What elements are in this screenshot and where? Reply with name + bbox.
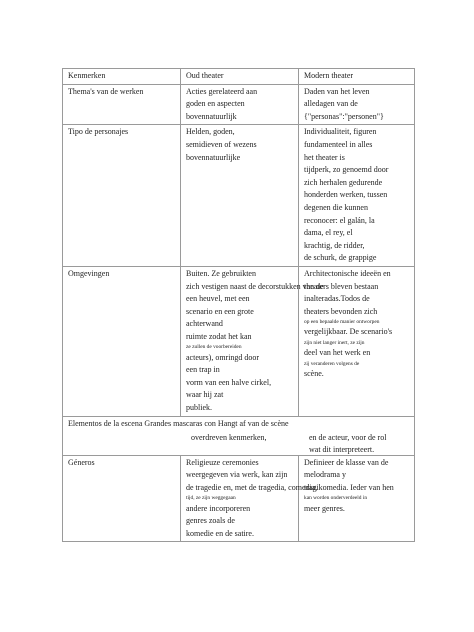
cell-line: meer genres. (304, 503, 345, 513)
cell-line: Acties gerelateerd aan (186, 86, 258, 96)
table-row-generos (63, 455, 415, 542)
table-row-elementos (63, 416, 415, 455)
cell-line: theaters bevonden zich (304, 306, 378, 316)
header-oud-theater: Oud theater (181, 69, 299, 85)
header-modern-theater: Modern theater (299, 69, 415, 85)
cell-line: bovennatuurlijk (186, 111, 237, 121)
cell-line: Architectonische ideeën en (304, 268, 391, 278)
row-label: Géneros (63, 455, 181, 542)
cell-line: theaters bleven bestaan (304, 281, 379, 291)
cell-line: genres zoals de (186, 516, 235, 526)
cell-modern (299, 266, 415, 416)
cell-merged (63, 416, 415, 455)
cell-line: scène. (304, 369, 324, 379)
cell-line: vergelijkbaar. De scenario's (304, 327, 393, 337)
cell-line: Religieuze ceremonies (186, 457, 259, 467)
cell-line: weergegeven via werk, kan zijn (186, 470, 288, 480)
cell-line: Individualiteit, figuren (304, 127, 377, 137)
cell-line: honderden werken, tussen (304, 190, 388, 200)
cell-line: komedie en de satire. (186, 528, 254, 538)
table-header-row (63, 69, 415, 85)
cell-line: zich herhalen gedurende (304, 177, 383, 187)
cell-old-line: overdreven kenmerken, (191, 432, 267, 442)
cell-modern (309, 432, 386, 457)
cell-line: Helden, goden, (186, 127, 235, 137)
cell-line: wat dit interpreteert. (309, 445, 375, 455)
cell-line: tragikomedia. Ieder van hen (304, 482, 394, 492)
cell-line: reconocer: el galán, la (304, 215, 375, 225)
cell-line: scenario en een grote (186, 306, 254, 316)
cell-line-small: kan worden onderverdeeld in (304, 495, 368, 502)
cell-line: en de acteur, voor de rol (309, 432, 387, 442)
cell-line: publiek. (186, 403, 212, 413)
cell-line: bovennatuurlijke (186, 152, 241, 162)
cell-line: zich vestigen naast de decorstukken van de (186, 281, 324, 291)
cell-line: een heuvel, met een (186, 294, 250, 304)
cell-line-small: zijn niet langer inert, ze zijn (304, 340, 365, 347)
row-label: Tipo de personajes (63, 125, 181, 267)
cell-line: {"personas":"personen"} (304, 111, 384, 121)
row-label: Omgevingen (63, 266, 181, 416)
cell-line: Buiten. Ze gebruikten (186, 268, 256, 278)
cell-line-small: tijd, ze zijn weggegaan (186, 495, 236, 502)
cell-line: Definieer de klasse van de (304, 457, 389, 467)
row-label: Thema's van de werken (63, 84, 181, 125)
cell-line: melodrama y (304, 470, 346, 480)
cell-modern (299, 84, 415, 125)
cell-old (181, 125, 299, 267)
cell-old (181, 455, 318, 542)
cell-line-small: zij veranderen volgens de (304, 360, 360, 367)
cell-line: semidieven of wezens (186, 139, 257, 149)
cell-line: vorm van een halve cirkel, (186, 377, 272, 387)
comparison-table (62, 68, 415, 542)
cell-line: deel van het werk en (304, 348, 371, 358)
cell-line: krachtig, de ridder, (304, 240, 365, 250)
cell-line: andere incorporeren (186, 503, 251, 513)
table-row-omgevingen (63, 266, 415, 416)
cell-line: degenen die kunnen (304, 202, 368, 212)
cell-modern (299, 125, 415, 267)
cell-line: het theater is (304, 152, 345, 162)
cell-line: waar hij zat (186, 390, 224, 400)
cell-line: dama, el rey, el (304, 228, 353, 238)
cell-line: alledagen van de (304, 99, 358, 109)
cell-line-small: op een bepaalde manier ontworpen (304, 319, 380, 326)
cell-line: een trap in (186, 365, 220, 375)
cell-old (181, 84, 299, 125)
cell-line: de tragedie en, met de tragedia, comedia, (186, 482, 318, 492)
cell-line: acteurs), omringd door (186, 352, 260, 362)
table-row-personajes (63, 125, 415, 267)
cell-line: de schurk, de grappige (304, 253, 377, 263)
cell-line: goden en aspecten (186, 99, 245, 109)
table-row-themas (63, 84, 415, 125)
cell-line-small: ze zullen de voorbereiden (186, 344, 242, 351)
cell-line: Daden van het leven (304, 86, 370, 96)
header-kenmerken: Kenmerken (63, 69, 181, 85)
cell-modern (299, 455, 415, 542)
merged-line: Elementos de la escena Grandes mascaras con Hangt af van de scène (68, 418, 289, 428)
cell-line: inalteradas.Todos de (304, 294, 370, 304)
cell-line: achterwand (186, 319, 223, 329)
cell-line: ruimte zodat het kan (186, 331, 252, 341)
cell-line: fundamenteel in alles (304, 139, 373, 149)
cell-line: tijdperk, zo genoemd door (304, 165, 389, 175)
